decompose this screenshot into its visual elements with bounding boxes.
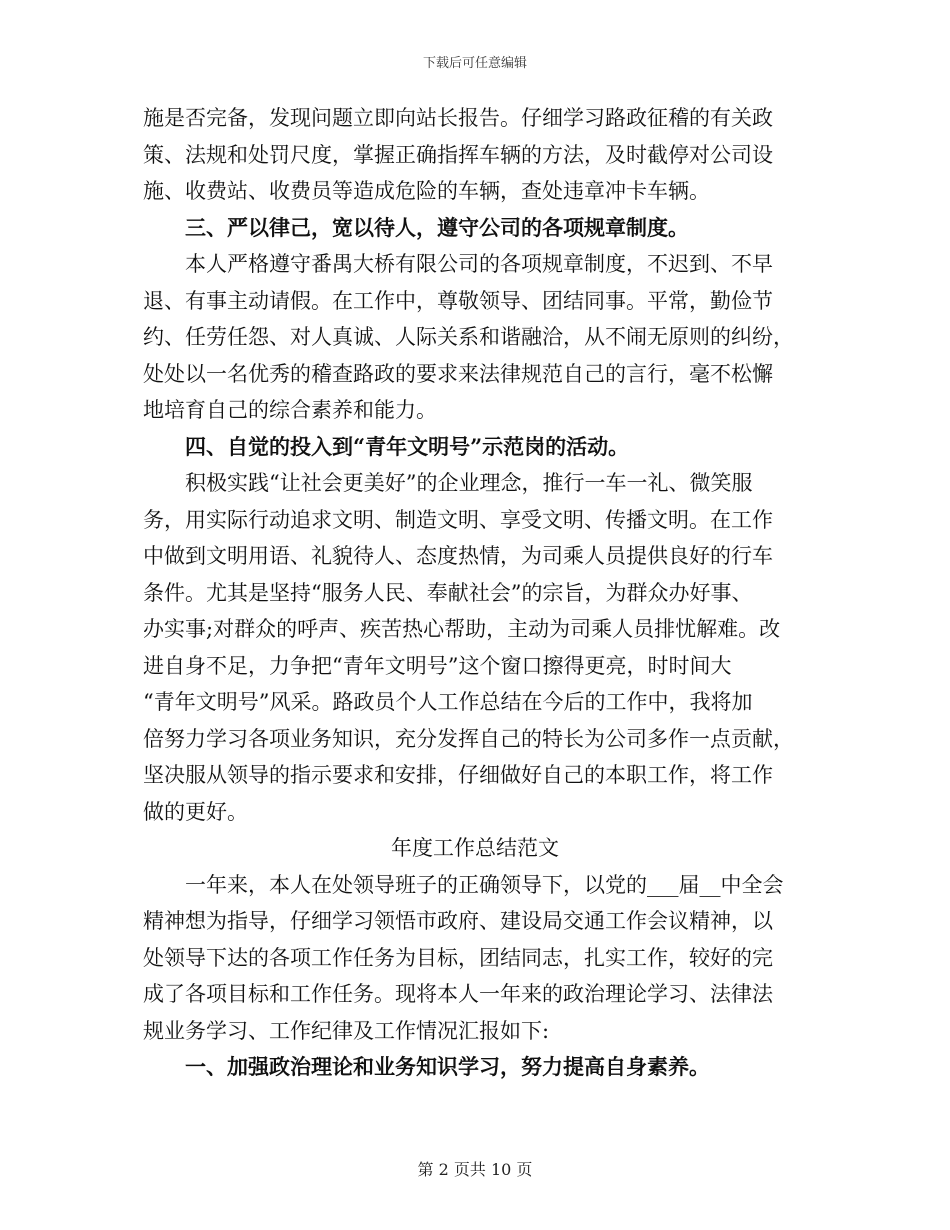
- paragraph-line: 本人严格遵守番禺大桥有限公司的各项规章制度，不迟到、不早: [185, 252, 773, 276]
- paragraph-line: “青年文明号”风采。路政员个人工作总结在今后的工作中，我将加: [143, 690, 753, 714]
- paragraph-line: 务，用实际行动追求文明、制造文明、享受文明、传播文明。在工作: [143, 507, 773, 532]
- paragraph-line: 办实事;对群众的呼声、疾苦热心帮助，主动为司乘人员排忧解难。改: [143, 617, 781, 641]
- paragraph-line: 成了各项目标和工作任务。现将本人一年来的政治理论学习、法律法: [143, 982, 773, 1006]
- paragraph-line: 施、收费站、收费员等造成危险的车辆，查处违章冲卡车辆。: [143, 179, 710, 203]
- paragraph-line: 精神想为指导，仔细学习领悟市政府、建设局交通工作会议精神，以: [143, 909, 773, 933]
- paragraph-line: 施是否完备，发现问题立即向站长报告。仔细学习路政征稽的有关政: [143, 106, 773, 130]
- paragraph-line: 积极实践“让社会更美好”的企业理念，推行一车一礼、微笑服: [185, 471, 753, 495]
- paragraph-line: 策、法规和处罚尺度，掌握正确指挥车辆的方法，及时截停对公司设: [143, 142, 773, 167]
- paragraph-line: 进自身不足，力争把“青年文明号”这个窗口擦得更亮，时时间大: [143, 653, 732, 678]
- document-title: 年度工作总结范文: [391, 836, 559, 860]
- paragraph-line: 处领导下达的各项工作任务为目标，团结同志，扎实工作，较好的完: [143, 945, 773, 970]
- page-footer: 第 2 页共 10 页: [417, 1160, 533, 1179]
- paragraph-line: 退、有事主动请假。在工作中，尊敬领导、团结同事。平常，勤俭节: [143, 288, 773, 313]
- paragraph-line: 一年来，本人在处领导班子的正确领导下，以党的___届__中全会: [185, 872, 784, 897]
- paragraph-line: 坚决服从领导的指示要求和安排，仔细做好自己的本职工作，将工作: [143, 763, 773, 787]
- paragraph-line: 条件。尤其是坚持“服务人民、奉献社会”的宗旨，为群众办好事、: [143, 580, 753, 605]
- paragraph-line: 处处以一名优秀的稽查路政的要求来法律规范自己的言行，毫不松懈: [143, 361, 773, 386]
- paragraph-line: 规业务学习、工作纪律及工作情况汇报如下:: [143, 1018, 550, 1043]
- paragraph-line: 做的更好。: [143, 799, 248, 824]
- paragraph-line: 中做到文明用语、礼貌待人、态度热情，为司乘人员提供良好的行车: [143, 544, 773, 568]
- section-heading: 三、严以律己，宽以待人，遵守公司的各项规章制度。: [185, 214, 689, 240]
- section-heading: 一、加强政治理论和业务知识学习，努力提高自身素养。: [185, 1054, 710, 1079]
- paragraph-line: 地培育自己的综合素养和能力。: [143, 398, 437, 422]
- paragraph-line: 约、任劳任怨、对人真诚、人际关系和谐融洽，从不闹无原则的纠纷，: [143, 325, 794, 349]
- paragraph-line: 倍努力学习各项业务知识，充分发挥自己的特长为公司多作一点贡献，: [143, 726, 794, 751]
- page-header: 下载后可任意编辑: [422, 56, 527, 71]
- section-heading: 四、自觉的投入到“青年文明号”示范岗的活动。: [185, 433, 630, 459]
- document-body: [143, 100, 807, 1086]
